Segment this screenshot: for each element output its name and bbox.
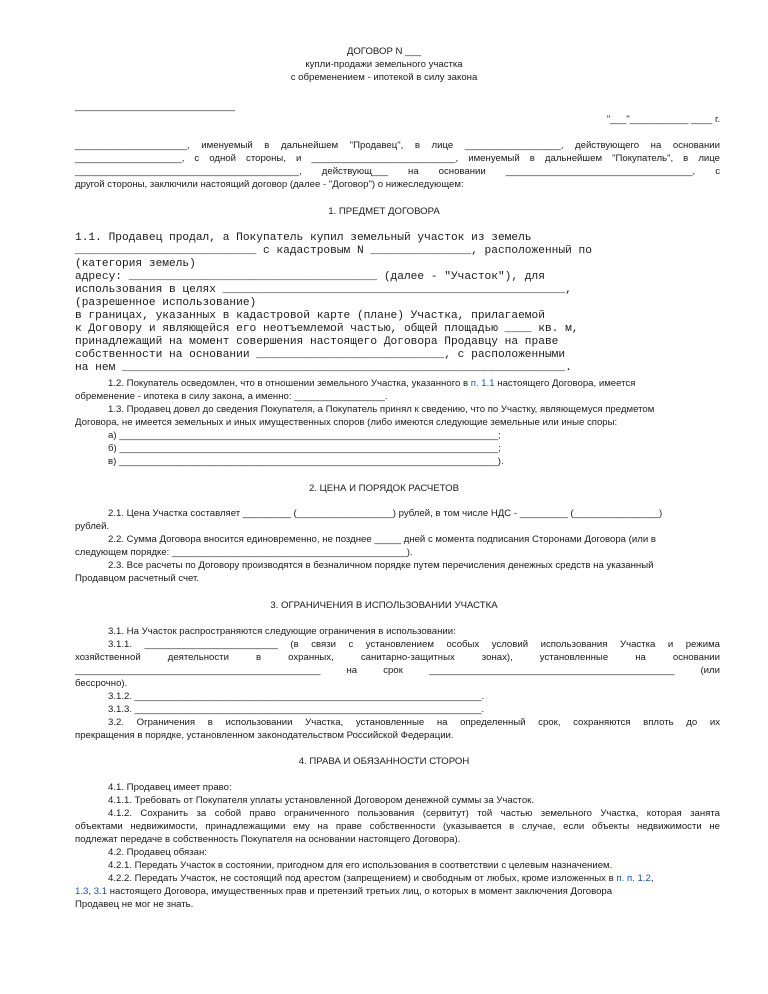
dispute-line: в) _______________________________________________________________________). <box>108 456 504 467</box>
section-2-title: 2. ЦЕНА И ПОРЯДОК РАСЧЕТОВ <box>308 483 460 494</box>
date-line: "___"___________ ____ г. <box>606 114 720 125</box>
section-4-title: 4. ПРАВА И ОБЯЗАННОСТИ СТОРОН <box>298 756 470 767</box>
clause-3-1-3: 3.1.3. _________________________________________________________________. <box>108 704 485 715</box>
clause-4-1-2-line: объектами недвижимости, принадлежащими ему на праве собственности (указывается в случае, если объекты недвижимости не <box>75 821 720 832</box>
clause-link[interactable]: п. 1.1 <box>470 378 495 389</box>
clause-1-1-line: принадлежащий на момент совершения настоящего Договора Продавцу на праве <box>75 336 559 348</box>
clause-link[interactable]: 1.3 <box>75 886 89 897</box>
clause-1-1-line: ___________________________ с кадастровым N _______________, расположенный по <box>75 245 592 257</box>
clause-4-2-2-line: Продавец не мог не знать. <box>75 899 194 910</box>
clause-link[interactable]: 3.1 <box>93 886 108 897</box>
clause-3-2: 3.2. Ограничения в использовании Участка, установленные на определенный срок, сохраняются вплоть до их <box>108 717 720 728</box>
clause-1-2: 1.2. Покупатель осведомлен, что в отношении земельного Участка, указанного в п. 1.1 настоящего Договора, имеется <box>108 378 636 389</box>
clause-4-1-2: 4.1.2. Сохранить за собой право ограниченного пользования (сервитут) той частью земельного Участка, которая занята <box>108 808 720 819</box>
clause-4-2: 4.2. Продавец обязан: <box>108 847 207 858</box>
clause-1-1-line: на нем __________________________________________________________________. <box>75 362 572 374</box>
document-subtitle-2: с обременением - ипотекой в силу закона <box>290 72 478 83</box>
clause-4-1: 4.1. Продавец имеет право: <box>108 782 232 793</box>
document-subtitle: купли-продажи земельного участка <box>305 59 463 70</box>
clause-4-2-1: 4.2.1. Передать Участок в состоянии, пригодном для его использования в соответствии с целевым назначением. <box>108 860 613 871</box>
preamble-line: другой стороны, заключили настоящий договор (далее - "Договор") о нижеследующем: <box>75 179 464 190</box>
clause-3-1: 3.1. На Участок распространяются следующие ограничения в использовании: <box>108 626 456 637</box>
clause-1-3-line: Договора, не имеется земельных и иных имущественных споров (либо имеются следующие земельные или иные споры: <box>75 417 618 428</box>
clause-4-1-2-line: подлежат передаче в собственность Покупателя на основании настоящего Договора). <box>75 834 461 845</box>
clause-2-1: 2.1. Цена Участка составляет _________ (__________________) рублей, в том числе НДС - _________ (________________) <box>108 508 663 519</box>
section-3-title: 3. ОГРАНИЧЕНИЯ В ИСПОЛЬЗОВАНИИ УЧАСТКА <box>270 600 498 611</box>
clause-1-1-line: использования в целях ___________________________________________________, <box>75 284 572 296</box>
clause-2-3-line: Продавцом расчетный счет. <box>75 573 200 584</box>
clause-1-1-line: адресу: _____________________________________ (далее - "Участок"), для <box>75 271 545 283</box>
clause-3-1-1: 3.1.1. _________________________ (в связи с установлением особых условий использования Участка и режима <box>108 639 720 650</box>
preamble-line: ____________________, с одной стороны, и ___________________________, именуемый в дальнейшем "Покупатель", в лице <box>75 153 720 164</box>
clause-2-3: 2.3. Все расчеты по Договору производятся в безналичном порядке путем перечисления денежных средств на указанный <box>108 560 654 571</box>
preamble-line: _____________________, именуемый в дальнейшем "Продавец", в лице __________________, действующего на основании <box>75 140 720 151</box>
clause-3-1-1-line: ______________________________________________ на срок ______________________________________________ (или <box>75 665 720 676</box>
clause-1-1-hint: (разрешенное использование) <box>75 297 257 309</box>
clause-1-1-line: в границах, указанных в кадастровой карте (плане) Участка, прилагаемой <box>75 310 545 322</box>
place-line: ______________________________ <box>75 101 236 112</box>
section-1-title: 1. ПРЕДМЕТ ДОГОВОРА <box>328 206 440 217</box>
clause-link[interactable]: п. п. 1.2 <box>616 873 651 884</box>
document-title: ДОГОВОР N ___ <box>346 46 422 57</box>
clause-1-2-line: обременение - ипотека в силу закона, а именно: _________________. <box>75 391 388 402</box>
clause-4-2-2-line: 1.3, 3.1 настоящего Договора, имущественных прав и претензий третьих лиц, о которых в момент заключения Договора <box>75 886 613 897</box>
clause-1-1-line: 1.1. Продавец продал, а Покупатель купил земельный участок из земель <box>75 232 532 244</box>
clause-4-1-1: 4.1.1. Требовать от Покупателя уплаты установленной Договором денежной суммы за Участок. <box>108 795 535 806</box>
clause-4-2-2: 4.2.2. Передать Участок, не состоящий под арестом (запрещением) и свободным от любых, кроме изложенных в п. п. 1.2, <box>108 873 654 884</box>
dispute-line: а) _______________________________________________________________________; <box>108 430 501 441</box>
clause-1-1-line: собственности на основании ____________________________, с расположенными <box>75 349 566 361</box>
preamble-line: __________________________________________, действующ___ на основании ___________________________________, с <box>75 166 720 177</box>
clause-1-3: 1.3. Продавец довел до сведения Покупателя, а Покупатель принял к сведению, что по Участку, являющемуся предметом <box>108 404 655 415</box>
clause-3-1-2: 3.1.2. _________________________________________________________________. <box>108 691 485 702</box>
clause-3-1-1-line: бессрочно). <box>75 678 128 689</box>
clause-2-2: 2.2. Сумма Договора вносится единовременно, не позднее _____ дней с момента подписания Сторонами Договора (или в <box>108 534 656 545</box>
clause-2-1-line: рублей. <box>75 521 110 532</box>
dispute-line: б) _______________________________________________________________________; <box>108 443 501 454</box>
clause-3-1-1-line: хозяйственной деятельности в охранных, санитарно-защитных зонах), установленные на основании <box>75 652 720 663</box>
clause-3-2-line: прекращения в порядке, установленном законодательством Российской Федерации. <box>75 730 454 741</box>
clause-1-1-hint: (категория земель) <box>75 258 196 270</box>
clause-1-1-line: к Договору и являющейся его неотъемлемой частью, общей площадью ____ кв. м, <box>75 323 579 335</box>
clause-2-2-line: следующем порядке: ____________________________________________). <box>75 547 413 558</box>
